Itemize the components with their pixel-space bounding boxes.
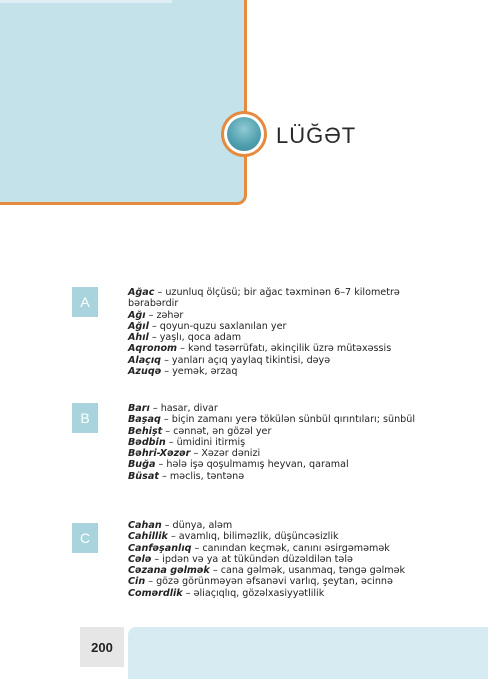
entry-definition: – əliaçıqlıq, gözəlxasiyyətlilik [182, 587, 325, 599]
entry-definition: – kənd təsərrüfatı, əkinçilik üzrə mütəxəssis [177, 343, 392, 355]
page-title: LÜĞƏT [276, 123, 357, 148]
glossary-entry [128, 426, 448, 437]
glossary-entry [128, 321, 448, 332]
entry-term: Cəzana gəlmək [128, 565, 210, 577]
entry-term: Ağac [128, 287, 155, 298]
glossary-entry [128, 554, 448, 565]
entry-definition: – hələ işə qoşulmamış heyvan, qaramal [155, 459, 349, 471]
glossary-entry [128, 310, 448, 321]
entry-term: Alaçıq [128, 354, 162, 366]
glossary-entry [128, 332, 448, 343]
entry-definition: – dünya, aləm [161, 520, 233, 531]
section-c-entries [128, 520, 448, 599]
section-a-entries [128, 287, 448, 377]
section-letter-b: B [72, 403, 98, 433]
entry-term: Başaq [128, 414, 161, 426]
entry-definition: – avamlıq, biliməzlik, düşüncəsizlik [167, 531, 339, 543]
entry-definition: – uzunluq ölçüsü; bir ağac təxminən 6–7 kilometrə bərabərdir [128, 287, 400, 310]
entry-definition: – hasar, divar [149, 403, 218, 414]
entry-definition: – yanları açıq yaylaq tikintisi, dəyə [161, 354, 331, 366]
glossary-entry [128, 471, 448, 482]
entry-term: Cahillik [128, 531, 168, 543]
chapter-badge-icon [221, 111, 267, 157]
entry-term: Cin [128, 576, 146, 588]
glossary-entry [128, 576, 448, 587]
glossary-entry [128, 459, 448, 470]
entry-term: Büsat [128, 470, 159, 482]
entry-term: Azuqə [128, 366, 162, 378]
entry-definition: – qoyun-quzu saxlanılan yer [148, 320, 287, 332]
glossary-entry [128, 414, 438, 425]
entry-term: Comərdlik [128, 587, 183, 599]
glossary-entry [128, 543, 448, 554]
entry-definition: – yaşlı, qoca adam [148, 332, 242, 344]
glossary-entry [128, 448, 448, 459]
entry-term: Bədbin [128, 436, 166, 448]
entry-term: Behişt [128, 425, 163, 437]
header-top-strip [0, 0, 172, 3]
entry-definition: – məclis, təntənə [158, 470, 245, 482]
glossary-entry [128, 565, 448, 576]
entry-definition: – canından keçmək, canını əsirgəməmək [191, 542, 390, 554]
footer-bar [128, 627, 488, 679]
entry-term: Barı [128, 403, 150, 414]
glossary-entry [128, 437, 448, 448]
entry-definition: – ipdən və ya at tükündən düzəldilən tələ [151, 553, 353, 565]
entry-definition: – cana gəlmək, usanmaq, təngə gəlmək [209, 565, 406, 577]
entry-term: Ağı [128, 309, 146, 321]
entry-definition: – cənnət, ən gözəl yer [162, 425, 272, 437]
header-panel [0, 0, 247, 205]
entry-term: Ağıl [128, 320, 149, 332]
glossary-entry [128, 588, 448, 599]
glossary-entry [128, 366, 448, 377]
glossary-entry [128, 520, 448, 531]
section-b-entries [128, 403, 448, 482]
entry-definition: – ümidini itirmiş [165, 436, 246, 448]
entry-definition: – yemək, ərzaq [161, 366, 238, 378]
section-letter-a: A [72, 287, 98, 317]
glossary-entry [128, 287, 438, 310]
glossary-entry [128, 531, 448, 542]
glossary-entry [128, 403, 448, 414]
page-number: 200 [80, 627, 124, 667]
section-letter-c: C [72, 523, 98, 553]
glossary-entry [128, 343, 448, 354]
entry-term: Buğa [128, 459, 156, 471]
entry-term: Canfəşanlıq [128, 542, 192, 554]
entry-term: Ahıl [128, 332, 149, 344]
entry-term: Cələ [128, 553, 152, 565]
entry-definition: – Xəzər dənizi [190, 448, 261, 460]
entry-term: Bəhri-Xəzər [128, 448, 191, 460]
entry-definition: – gözə görünməyən əfsanəvi varlıq, şeytan, əcinnə [145, 576, 393, 588]
entry-term: Cahan [128, 520, 162, 531]
entry-term: Aqronom [128, 343, 178, 355]
glossary-entry [128, 355, 448, 366]
entry-definition: – zəhər [145, 309, 184, 321]
entry-definition: – biçin zamanı yerə tökülən sünbül qırıntıları; sünbül [160, 414, 415, 426]
